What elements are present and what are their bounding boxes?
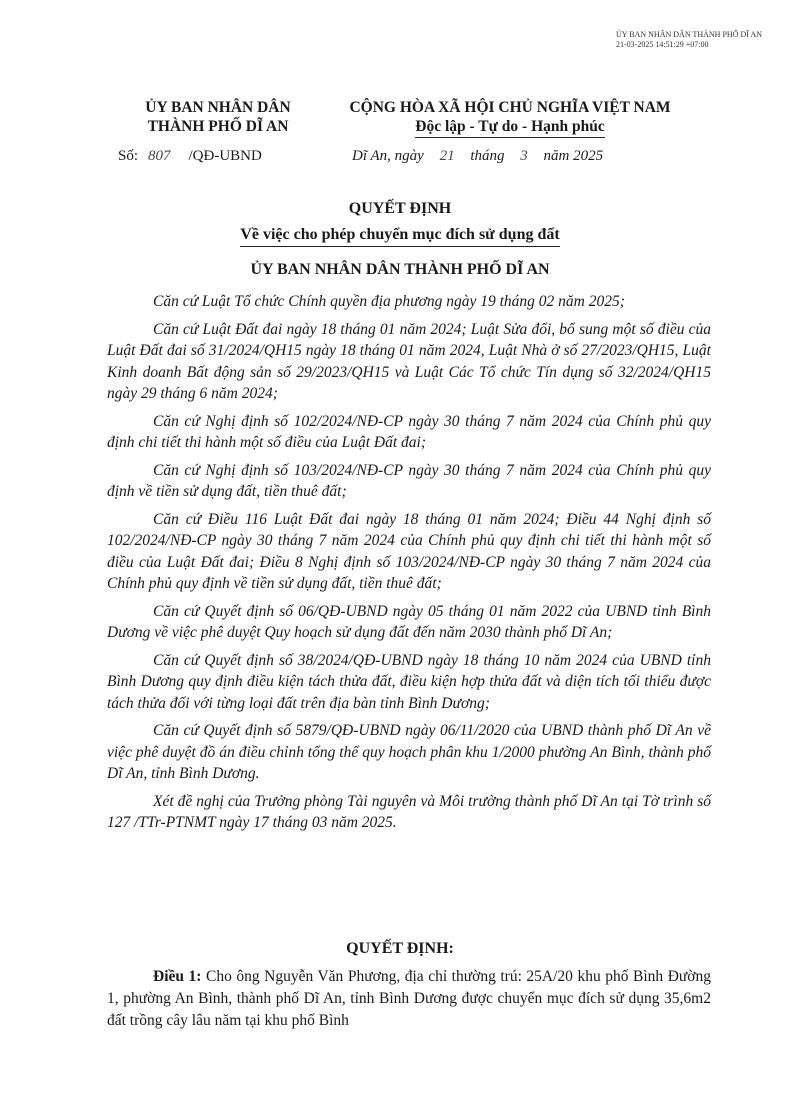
ground-paragraph: Xét đề nghị của Trưởng phòng Tài nguyên và Môi trường thành phố Dĩ An tại Tờ trình số 127 /TTr-PTNMT ngày 17 tháng 03 năm 2025. — [107, 792, 711, 831]
ground-paragraph: Căn cứ Điều 116 Luật Đất đai ngày 18 tháng 01 năm 2024; Điều 44 Nghị định số 102/2024/NĐ-CP ngày 30 tháng 7 năm 2024 của Chính phủ quy định chi tiết thi hành một số điều của Luật Đất đai; Điều 8 Nghị định số 103/2024/NĐ-CP ngày 30 tháng 7 năm 2024 của Chính phủ quy định về tiền sử dụng đất, tiền thuê đất; — [107, 510, 711, 592]
ground-paragraph: Căn cứ Quyết định số 38/2024/QĐ-UBND ngày 18 tháng 10 năm 2024 của UBND tỉnh Bình Dương quy định điều kiện tách thửa đất, điều kiện hợp thửa đất và diện tích tối thiểu được tách thửa đối với từng loại đất trên địa bàn tỉnh Bình Dương; — [107, 651, 711, 712]
issue-date — [352, 148, 603, 165]
ground-paragraph: Căn cứ Nghị định số 102/2024/NĐ-CP ngày 30 tháng 7 năm 2024 của Chính phủ quy định chi tiết thi hành một số điều của Luật Đất đai; — [107, 412, 711, 451]
authority-title: ỦY BAN NHÂN DÂN THÀNH PHỐ DĨ AN — [250, 261, 550, 278]
authority-line-1: ỦY BAN NHÂN DÂN — [145, 99, 291, 116]
article-1-label: Điều 1: — [153, 968, 202, 985]
decision-subject: Về việc cho phép chuyển mục đích sử dụng đất — [240, 226, 559, 247]
month-label: tháng — [470, 148, 505, 164]
national-header — [330, 98, 690, 138]
article-1-text: Cho ông Nguyễn Văn Phương, địa chỉ thường trú: 25A/20 khu phố Bình Đường 1, phường An Bình, thành phố Dĩ An, tỉnh Bình Dương được chuyển mục đích sử dụng 35,6m2 đất trồng cây lâu năm tại khu phố Bình — [107, 968, 711, 1029]
digital-signature-stamp — [616, 30, 762, 50]
issuing-authority — [118, 98, 318, 136]
country-name: CỘNG HÒA XÃ HỘI CHỦ NGHĨA VIỆT NAM — [349, 99, 671, 116]
handwritten-number: 807 — [148, 148, 171, 164]
ground-paragraph: Căn cứ Luật Đất đai ngày 18 tháng 01 năm 2024; Luật Sửa đổi, bổ sung một số điều của Luật Đất đai số 31/2024/QH15 ngày 18 tháng 01 năm 2024, Luật Nhà ở số 27/2023/QH15, Luật Kinh doanh Bất động sản số 29/2023/QH15 và Luật Các Tổ chức Tín dụng số 32/2024/QH15 ngày 29 tháng 6 năm 2024; — [107, 320, 711, 402]
ground-paragraph: Căn cứ Luật Tổ chức Chính quyền địa phương ngày 19 tháng 02 năm 2025; — [153, 293, 625, 310]
stamp-timestamp: 21-03-2025 14:51:29 +07:00 — [616, 40, 709, 49]
decision-subject-wrap — [0, 226, 800, 247]
authority-line-2: THÀNH PHỐ DĨ AN — [147, 118, 289, 135]
handwritten-day: 21 — [439, 148, 455, 164]
handwritten-month: 3 — [520, 148, 528, 164]
article-1 — [107, 966, 711, 1032]
number-label: Số: — [118, 148, 139, 164]
decision-heading: QUYẾT ĐỊNH: — [346, 940, 454, 957]
ground-paragraph: Căn cứ Nghị định số 103/2024/NĐ-CP ngày 30 tháng 7 năm 2024 của Chính phủ quy định về tiền sử dụng đất, tiền thuê đất; — [107, 461, 711, 500]
document-number — [118, 148, 318, 165]
year: năm 2025 — [543, 148, 604, 164]
stamp-issuer: ỦY BAN NHÂN DÂN THÀNH PHỐ DĨ AN — [616, 30, 762, 39]
article-1-paragraph — [107, 966, 711, 1032]
ground-paragraph: Căn cứ Quyết định số 5879/QĐ-UBND ngày 06/11/2020 của UBND thành phố Dĩ An về việc phê duyệt đồ án điều chỉnh tổng thể quy hoạch phân khu 1/2000 phường An Bình, thành phố Dĩ An, tỉnh Bình Dương. — [107, 722, 711, 782]
date-prefix: Dĩ An, ngày — [352, 148, 424, 164]
ground-paragraph: Căn cứ Quyết định số 06/QĐ-UBND ngày 05 tháng 01 năm 2022 của UBND tỉnh Bình Dương về việc phê duyệt Quy hoạch sử dụng đất đến năm 2030 thành phố Dĩ An; — [107, 602, 711, 641]
decision-title: QUYẾT ĐỊNH — [348, 200, 452, 217]
number-suffix: /QĐ-UBND — [188, 148, 262, 164]
national-motto: Độc lập - Tự do - Hạnh phúc — [415, 117, 604, 138]
legal-grounds — [107, 291, 711, 840]
